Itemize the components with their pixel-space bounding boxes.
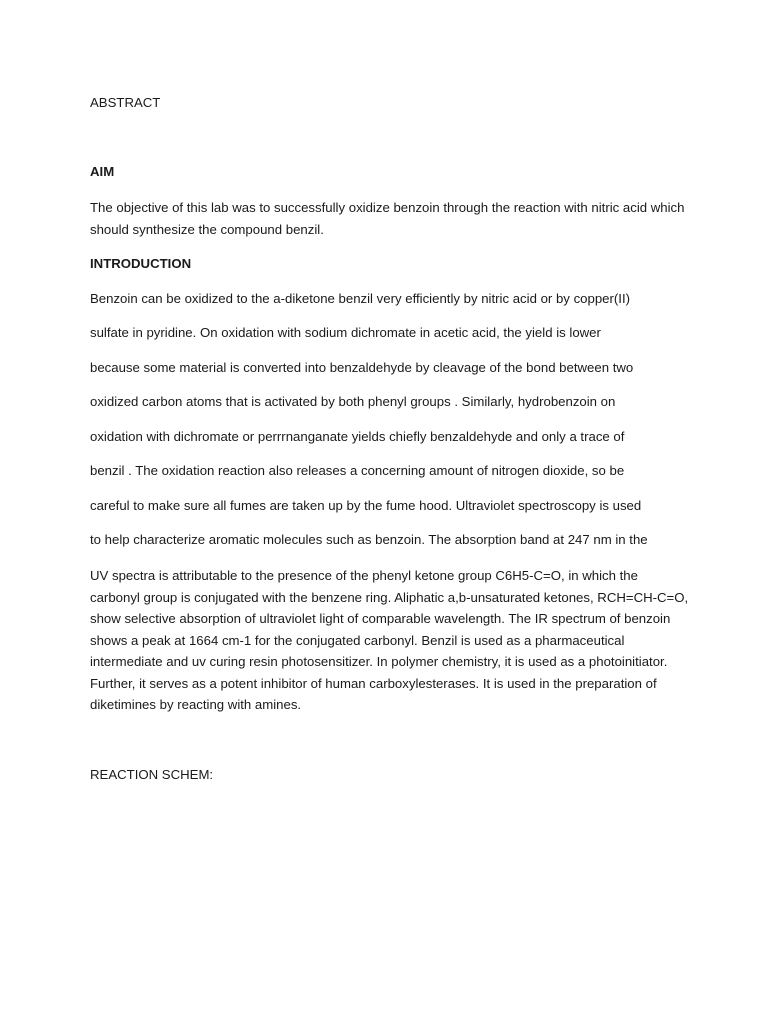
intro-line: sulfate in pyridine. On oxidation with sodium dichromate in acetic acid, the yield is lower (90, 325, 601, 340)
intro-paragraph-continued: UV spectra is attributable to the presence of the phenyl ketone group C6H5-C=O, in which the carbonyl group is conjugated with the benzene ring. Aliphatic a,b-unsaturated ketones, RCH=CH-C=O, show selective absorption of ultraviolet light of comparable wavelength. The IR spectrum of benzoin shows a peak at 1664 cm-1 for the conjugated carbonyl. Benzil is used as a pharmaceutical intermediate and uv curing resin photosensitizer. In polymer chemistry, it is used as a photoinitiator. Further, it serves as a potent inhibitor of human carboxylesterases. It is used in the preparation of diketimines by reacting with amines. (90, 568, 689, 712)
abstract-heading: ABSTRACT (90, 95, 161, 110)
aim-paragraph: The objective of this lab was to successfully oxidize benzoin through the reaction with nitric acid which should synthesize the compound benzil. (90, 200, 685, 237)
reaction-scheme-heading: REACTION SCHEM: (90, 767, 214, 782)
aim-heading: AIM (90, 164, 115, 179)
introduction-heading: INTRODUCTION (90, 256, 192, 271)
intro-line: because some material is converted into benzaldehyde by cleavage of the bond between two (90, 360, 634, 375)
intro-line: to help characterize aromatic molecules such as benzoin. The absorption band at 247 nm in the (90, 532, 648, 547)
intro-line: Benzoin can be oxidized to the a-diketone benzil very efficiently by nitric acid or by copper(II) (90, 291, 630, 306)
intro-line: oxidation with dichromate or perrrnanganate yields chiefly benzaldehyde and only a trace of (90, 429, 625, 444)
intro-line: oxidized carbon atoms that is activated by both phenyl groups . Similarly, hydrobenzoin on (90, 394, 616, 409)
intro-line: careful to make sure all fumes are taken up by the fume hood. Ultraviolet spectroscopy is used (90, 498, 642, 513)
intro-line: benzil . The oxidation reaction also releases a concerning amount of nitrogen dioxide, so be (90, 463, 625, 478)
